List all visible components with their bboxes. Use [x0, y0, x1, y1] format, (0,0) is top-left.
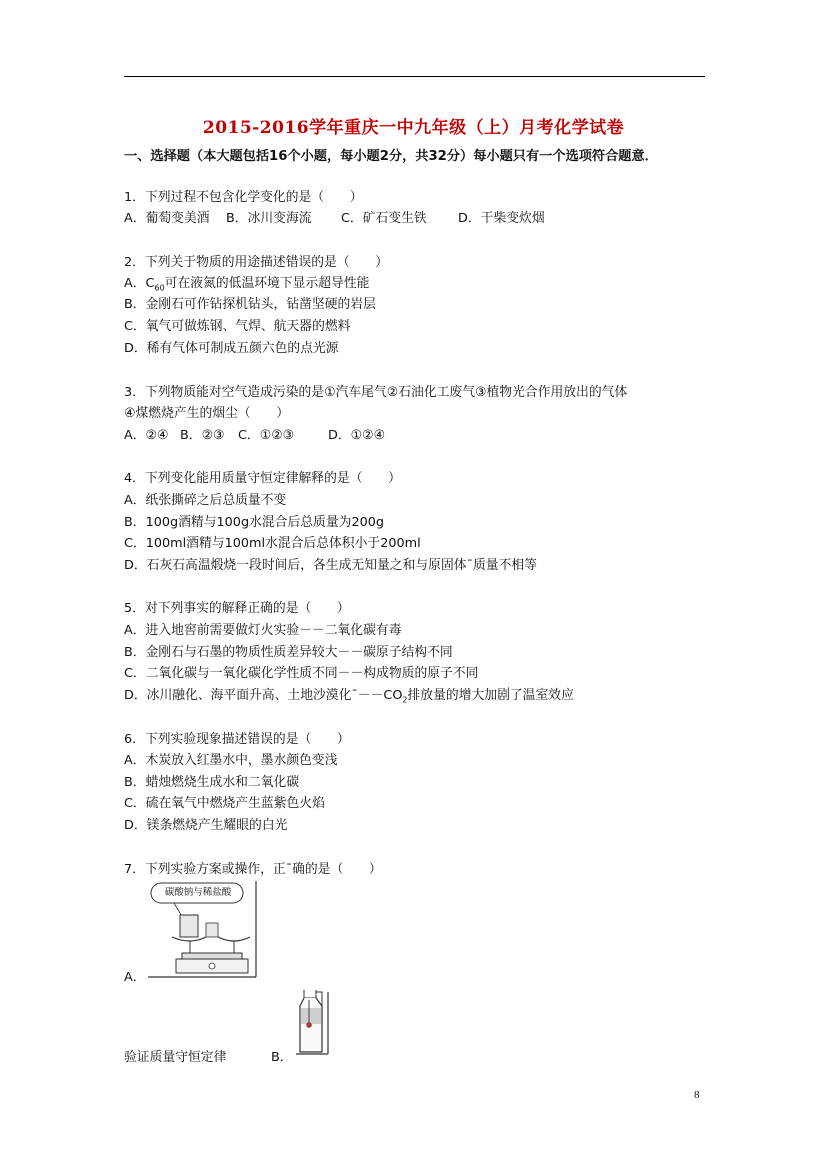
q6-stem: 6．下列实验现象描述错误的是（ ）: [124, 732, 350, 747]
q5-option-d-prefix: D．冰川融化、海平面升高、土地沙漠化ˉ－－CO: [124, 688, 403, 703]
q3-stem-line2: ④煤燃烧产生的烟尘（ ）: [124, 406, 290, 421]
balance-figure-label: 碳酸钠与稀盐酸: [164, 887, 232, 898]
q5-option-c: C．二氧化碳与一氧化碳化学性质不同－－构成物质的原子不同: [124, 666, 479, 681]
q3-options: [124, 428, 385, 444]
q2-stem: 2．下列关于物质的用途描述错误的是（ ）: [124, 255, 389, 270]
q2-option-a-prefix: A．C: [124, 276, 155, 291]
q6-option-a: A．木炭放入红墨水中，墨水颜色变浅: [124, 753, 338, 768]
q2-option-a-subscript: 60: [154, 283, 165, 293]
q5-option-a: A．进入地窖前需要做灯火实验－－二氧化碳有毒: [124, 623, 402, 638]
q7-caption-a: 验证质量守恒定律: [124, 1050, 227, 1065]
q3-option-b: B．②③: [180, 428, 225, 443]
page-title: 2015-2016学年重庆一中九年级（上）月考化学试卷: [202, 118, 625, 138]
header-rule: [124, 76, 705, 77]
q6-option-d: D．镁条燃烧产生耀眼的白光: [124, 818, 288, 833]
q2-option-c: C．氧气可做炼钢、气焊、航天器的燃料: [124, 319, 351, 334]
q3-option-a: A．②④: [124, 428, 169, 443]
q3-stem-line1: 3．下列物质能对空气造成污染的是①汽车尾气②石油化工废气③植物光合作用放出的气体: [124, 385, 628, 400]
q4-option-c: C．100ml酒精与100ml水混合后总体积小于200ml: [124, 536, 421, 551]
q5-option-b: B．金刚石与石墨的物质性质差异较大－－碳原子结构不同: [124, 645, 453, 660]
gas-bottle-illustration: [292, 988, 334, 1058]
q7-option-a-caption: [124, 1050, 293, 1066]
q1-stem: 1．下列过程不包含化学变化的是（ ）: [124, 190, 363, 205]
q7-option-b: B．: [271, 1050, 293, 1065]
q7-option-a: A．: [124, 970, 146, 985]
q3-option-d: D．①②④: [328, 428, 386, 443]
q2-option-a-text: 可在液氮的低温环境下显示超导性能: [164, 276, 370, 291]
q6-option-b: B．蜡烛燃烧生成水和二氧化碳: [124, 775, 300, 790]
q4-stem: 4．下列变化能用质量守恒定律解释的是（ ）: [124, 471, 401, 486]
q6-option-c: C．硫在氧气中燃烧产生蓝紫色火焰: [124, 796, 325, 811]
q3-option-c: C．①②③: [238, 428, 295, 443]
q1-option-c: C．矿石变生铁: [341, 211, 427, 226]
q2-option-b: B．金刚石可作钻探机钻头，钻凿坚硬的岩层: [124, 297, 376, 312]
q1-option-b: B．冰川变海流: [226, 211, 312, 226]
q5-option-d-subscript: 2: [402, 695, 408, 705]
q4-option-b: B．100g酒精与100g水混合后总质量为200g: [124, 515, 384, 530]
q2-option-d: D．稀有气体可制成五颜六色的点光源: [124, 341, 339, 356]
q1-options: [124, 211, 545, 227]
q5-option-d-text: 排放量的增大加剧了温室效应: [407, 688, 574, 703]
q4-option-a: A．纸张撕碎之后总质量不变: [124, 493, 287, 508]
q7-stem: 7．下列实验方案或操作，正ˉ确的是（ ）: [124, 862, 382, 877]
q5-option-d: [124, 688, 574, 709]
q1-option-d: D．干柴变炊烟: [458, 211, 545, 226]
q2-option-a: [124, 276, 369, 297]
q4-option-d: D．石灰石高温煅烧一段时间后，各生成无知量之和与原固体ˉ质量不相等: [124, 558, 537, 573]
q1-option-a: A．葡萄变美酒: [124, 211, 210, 226]
page-number: 8: [694, 1089, 700, 1101]
q5-stem: 5．对下列事实的解释正确的是（ ）: [124, 601, 350, 616]
section-heading: 一、选择题（本大题包括16个小题，每小题2分，共32分）每小题只有一个选项符合题意．: [124, 149, 658, 164]
balance-figure: [146, 879, 262, 981]
gas-bottle-figure: [292, 988, 334, 1058]
